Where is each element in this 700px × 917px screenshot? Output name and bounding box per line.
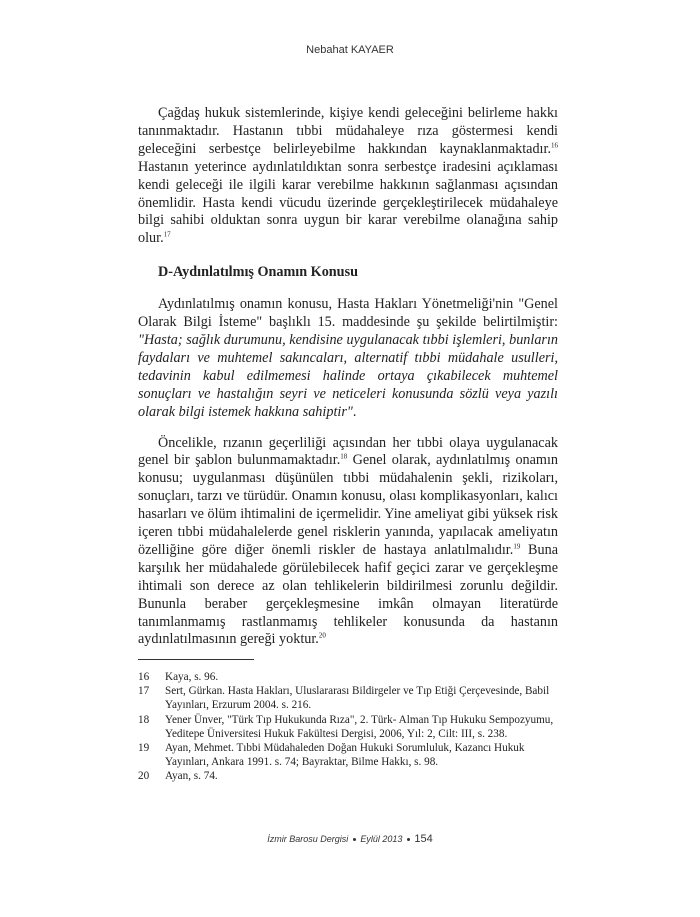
- journal-name: İzmir Barosu Dergisi: [267, 834, 349, 844]
- footnotes: [138, 670, 558, 784]
- footnote-number: 20: [138, 770, 150, 783]
- footnote-ref-20: 20: [318, 631, 326, 640]
- section-heading: D-Aydınlatılmış Onamın Konusu: [158, 264, 358, 281]
- footnote-number: 19: [138, 742, 150, 755]
- journal-issue: Eylül 2013: [360, 834, 403, 844]
- separator-dot-icon: [353, 838, 356, 841]
- paragraph-1-text-b: Hastanın yeterince aydınlatıldıktan sonra serbestçe iradesini açıklaması kendi geleceği ile ilgili karar verebilme hakkının sağlanması açısından önemlidir. Hasta kendi vücudu üzerinde gerçekleştirilecek müdahaleye bilgi sahibi olduktan sonra uygun bir karar verebilme olanağına sahip olur.: [138, 158, 558, 247]
- paragraph-2-text: Aydınlatılmış onamın konusu, Hasta Hakları Yönetmeliği'nin "Genel Olarak Bilgi İsteme" başlıklı 15. maddesinde şu şekilde belirtilmiştir:: [138, 296, 558, 331]
- footnote-ref-17: 17: [163, 230, 171, 239]
- paragraph-3-text-b: Genel olarak, aydınlatılmış onamın konusu; uygulanması düşünülen tıbbi müdahalenin şekli, rizikoları, sonuçları, tarzı ve türüdür. Onamın konusu, olası komplikasyonları, kalıcı hasarları ve ölüm ihtimalini de içermelidir. Yine ameliyat gibi yüksek risk içeren tıbbi müdahalelerde genel risklerin yanında, yapılacak ameliyatın özelliğine göre diğer önemli riskler de hastaya anlatılmalıdır.: [138, 452, 558, 558]
- footnote-ref-18: 18: [340, 452, 348, 461]
- footnote-number: 18: [138, 713, 150, 726]
- footnote-ref-19: 19: [513, 542, 521, 551]
- paragraph-3: [138, 435, 558, 650]
- footnote-item: [138, 741, 558, 769]
- footnote-text: Sert, Gürkan. Hasta Hakları, Uluslararası Bildirgeler ve Tıp Etiği Çerçevesinde, Babil Yayınları, Erzurum 2004. s. 216.: [165, 685, 550, 712]
- footnote-text: Kaya, s. 96.: [165, 671, 219, 683]
- page-header-author: Nebahat KAYAER: [306, 44, 394, 56]
- footnote-number: 16: [138, 671, 150, 683]
- footnote-item: [138, 670, 558, 684]
- footnote-item: [138, 684, 558, 712]
- paragraph-3-text-a: Öncelikle, rızanın geçerliliği açısından her tıbbi olaya uygulanacak genel bir şablon bulunmamaktadır.: [138, 434, 558, 469]
- paragraph-3-text-c: Buna karşılık her müdahalede görülebilecek hafif geçici zarar ve gerçekleşme ihtimali son derece az olan tehlikelerin bildirilmesi zorunlu değildir. Bununla beraber gerçekleşmesine imkân olmayan literatürde tanımlanmamış rastlanmamış tehlikeler konusunda da hastanın aydınlatılmasının gereği yoktur.: [138, 541, 559, 648]
- footnote-item: [138, 713, 558, 741]
- footnote-text: Ayan, Mehmet. Tıbbi Müdahaleden Doğan Hukuki Sorumluluk, Kazancı Hukuk Yayınları, Ankara 1991. s. 74; Bayraktar, Bilme Hakkı, s. 98.: [165, 742, 525, 769]
- regulation-quote: "Hasta; sağlık durumunu, kendisine uygulanacak tıbbi işlemleri, bunların faydaları ve muhtemel sakıncaları, alternatif tıbbi müdahale usulleri, tedavinin kabul edilmemesi halinde ortaya çıkabilecek muhtemel sonuçları ve hastalığın seyri ve neticeleri konusunda sözlü veya yazılı olarak bilgi istemek hakkına sahiptir": [138, 331, 558, 420]
- footnote-text: Yener Ünver, "Türk Tıp Hukukunda Rıza", 2. Türk- Alman Tıp Hukuku Sempozyumu, Yeditepe Üniversitesi Hukuk Fakültesi Dergisi, 2006, Yıl: 2, Cilt: III, s. 238.: [165, 713, 554, 740]
- footnote-text: Ayan, s. 74.: [165, 770, 218, 783]
- footnote-ref-16: 16: [551, 141, 558, 150]
- page-number: 154: [414, 833, 433, 845]
- paragraph-1-text-a: Çağdaş hukuk sistemlerinde, kişiye kendi geleceğini belirleme hakkı tanınmaktadır. Hastanın tıbbi müdahaleye rıza göstermesi kendi geleceğini serbestçe belirleyebilme hakkından kaynaklanmaktadır.: [138, 105, 558, 157]
- footnote-number: 17: [138, 685, 150, 698]
- paragraph-2-end: .: [352, 403, 357, 420]
- page-footer: [0, 833, 700, 845]
- separator-dot-icon: [407, 838, 410, 841]
- paragraph-1: [138, 105, 558, 248]
- footnote-divider: [138, 659, 254, 660]
- paragraph-2: [138, 296, 558, 421]
- body-text: [138, 105, 558, 649]
- footnote-item: [138, 769, 558, 783]
